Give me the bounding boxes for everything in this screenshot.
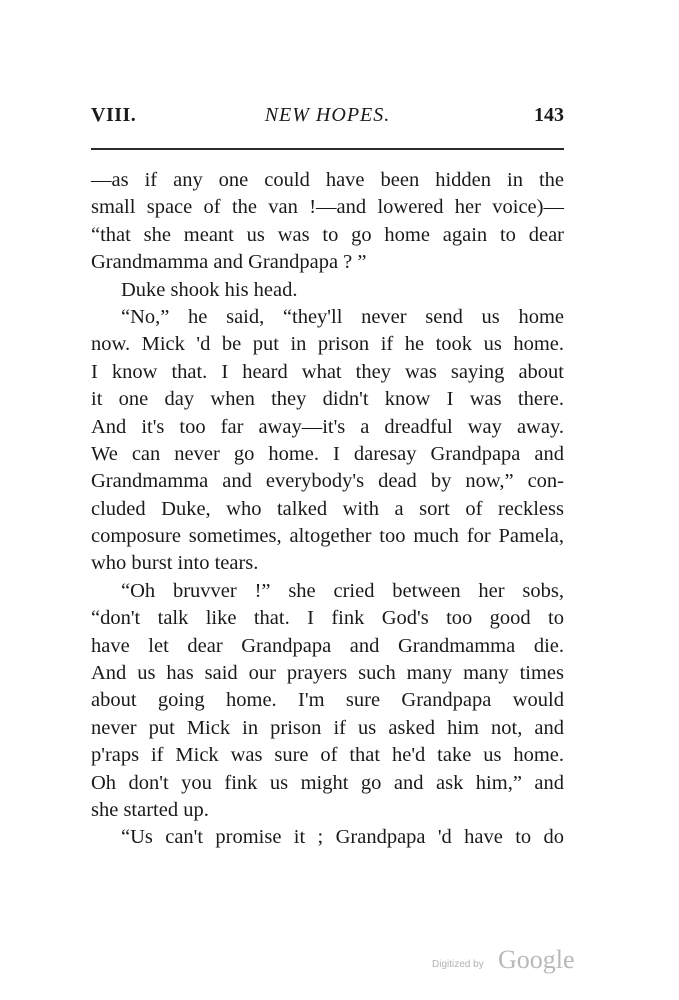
chapter-number: VIII. bbox=[91, 104, 137, 126]
text-line: it one day when they didn't know I was there. bbox=[91, 388, 564, 411]
text-line: “don't talk like that. I fink God's too good to bbox=[91, 607, 564, 630]
text-line: “Oh bruvver !” she cried between her sobs, bbox=[121, 579, 564, 602]
google-logo: Google bbox=[498, 945, 575, 974]
text-line: I know that. I heard what they was saying about bbox=[91, 360, 564, 383]
text-line: who burst into tears. bbox=[91, 552, 259, 575]
text-line: “Us can't promise it ; Grandpapa 'd have to do bbox=[121, 826, 564, 849]
text-line: We can never go home. I daresay Grandpapa and bbox=[91, 442, 564, 465]
text-line: And us has said our prayers such many many times bbox=[91, 662, 564, 685]
text-line: Oh don't you fink us might go and ask him,” and bbox=[91, 771, 564, 794]
text-line: p'raps if Mick was sure of that he'd take us home. bbox=[91, 744, 564, 767]
text-line: —as if any one could have been hidden in the bbox=[91, 169, 564, 191]
text-line: Duke shook his head. bbox=[121, 278, 298, 301]
text-line: Grandmamma and Grandpapa ? ” bbox=[91, 251, 367, 274]
header-rule bbox=[91, 148, 564, 150]
text-line: “that she meant us was to go home again to dear bbox=[91, 223, 564, 246]
body-text bbox=[91, 167, 564, 852]
text-line: she started up. bbox=[91, 798, 209, 821]
digitized-by-watermark bbox=[432, 945, 582, 977]
running-head bbox=[91, 104, 564, 134]
text-line: And it's too far away—it's a dreadful way away. bbox=[91, 415, 564, 438]
text-line: composure sometimes, altogether too much for Pamela, bbox=[91, 525, 564, 548]
page-number: 143 bbox=[534, 104, 564, 126]
text-line: about going home. I'm sure Grandpapa would bbox=[91, 689, 564, 712]
text-line: Grandmamma and everybody's dead by now,” con- bbox=[91, 470, 564, 493]
text-line: never put Mick in prison if us asked him not, and bbox=[91, 716, 564, 739]
text-line: small space of the van !—and lowered her voice)— bbox=[91, 196, 564, 219]
chapter-title: NEW HOPES. bbox=[264, 104, 391, 126]
text-line: have let dear Grandpapa and Grandmamma die. bbox=[91, 634, 564, 657]
text-line: cluded Duke, who talked with a sort of reckless bbox=[91, 497, 564, 520]
text-line: “No,” he said, “they'll never send us home bbox=[121, 305, 564, 328]
digitized-by-label: Digitized by bbox=[432, 959, 484, 970]
text-line: now. Mick 'd be put in prison if he took us home. bbox=[91, 333, 564, 356]
